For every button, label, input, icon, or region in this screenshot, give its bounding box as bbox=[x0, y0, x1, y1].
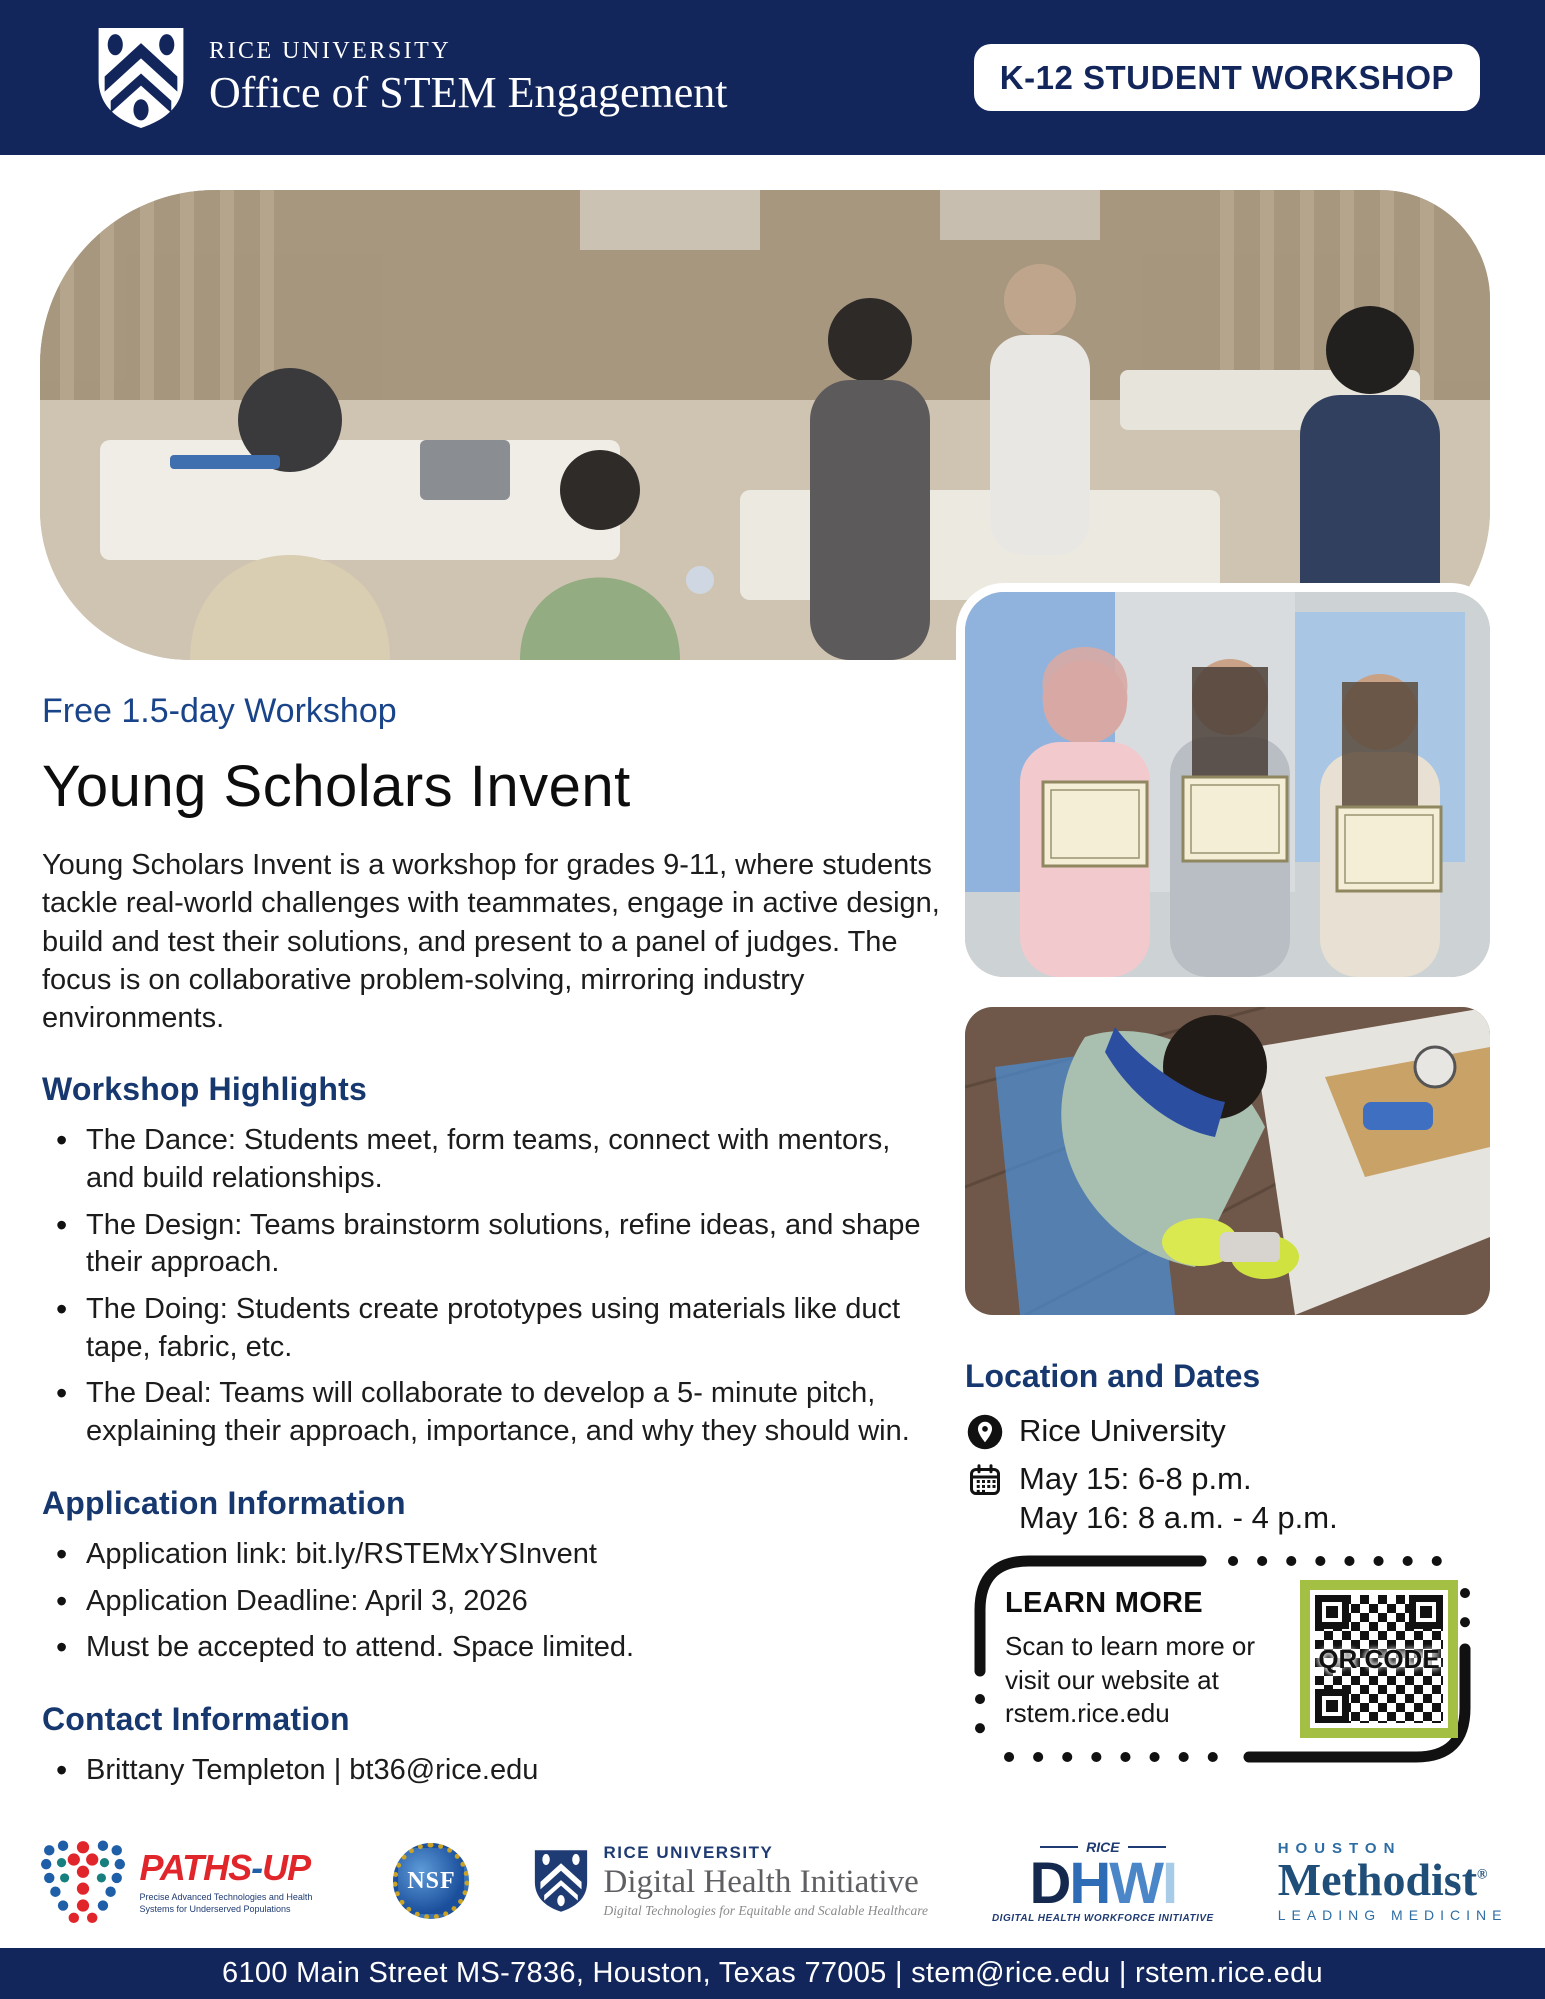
dhi-university: RICE UNIVERSITY bbox=[603, 1843, 774, 1862]
list-item: • Must be accepted to attend. Space limited. bbox=[42, 1629, 942, 1667]
list-item: • The Dance: Students meet, form teams, connect with mentors, and build relationships. bbox=[42, 1122, 942, 1197]
dhwi-tagline: DIGITAL HEALTH WORKFORCE INITIATIVE bbox=[991, 1912, 1214, 1924]
application-list bbox=[42, 1536, 942, 1667]
list-item: • Application Deadline: April 3, 2026 bbox=[42, 1583, 942, 1621]
office-name: Office of STEM Engagement bbox=[209, 67, 728, 117]
pathsup-dots-icon bbox=[37, 1835, 129, 1927]
date-line-1: May 15: 6-8 p.m. bbox=[1019, 1460, 1252, 1496]
workshop-description: Young Scholars Invent is a workshop for grades 9-11, where students tackle real-world challenges with teammates, engage in active design, build and test their solutions, and present to a panel of judges. The focus is on collaborative problem-solving, mirroring industry environments. bbox=[42, 849, 940, 1035]
application-heading: Application Information bbox=[42, 1484, 406, 1521]
list-item: • Brittany Templeton | bt36@rice.edu bbox=[42, 1752, 942, 1790]
houston-methodist-logo bbox=[1278, 1840, 1508, 1923]
university-name: RICE UNIVERSITY bbox=[209, 37, 452, 64]
page-title: Young Scholars Invent bbox=[42, 754, 631, 819]
address-text: 6100 Main Street MS-7836, Houston, Texas 77005 | stem@rice.edu | rstem.rice.edu bbox=[222, 1957, 1323, 1989]
contact-heading: Contact Information bbox=[42, 1700, 350, 1737]
dhwi-logo bbox=[992, 1839, 1214, 1924]
learn-more-heading: LEARN MORE bbox=[1005, 1586, 1203, 1619]
pathsup-logo bbox=[37, 1835, 329, 1927]
location-heading: Location and Dates bbox=[965, 1358, 1261, 1394]
qr-placeholder-label: QR CODE bbox=[1318, 1643, 1440, 1674]
nsf-label: NSF bbox=[407, 1867, 456, 1894]
dhwi-wordmark: DHWI bbox=[1029, 1850, 1177, 1916]
location-pin-icon bbox=[967, 1414, 1003, 1450]
location-dates-section bbox=[965, 1358, 1505, 1546]
dhwi-rice-label: RICE bbox=[1040, 1839, 1165, 1855]
partner-logos-row bbox=[0, 1822, 1545, 1940]
pathsup-wordmark: PATHS-UP bbox=[139, 1847, 311, 1889]
header-brand bbox=[209, 38, 727, 118]
rice-shield-icon bbox=[533, 1848, 589, 1914]
pathsup-tagline: Precise Advanced Technologies and Health Systems for Underserved Populations bbox=[139, 1892, 313, 1914]
learn-more-box bbox=[965, 1553, 1480, 1765]
venue-row bbox=[965, 1411, 1505, 1451]
highlights-list bbox=[42, 1122, 942, 1451]
contact-list bbox=[42, 1752, 942, 1790]
methodist-city: HOUSTON bbox=[1277, 1839, 1402, 1857]
qr-code bbox=[1300, 1580, 1458, 1738]
calendar-icon bbox=[967, 1462, 1003, 1498]
students-with-certificates-photo bbox=[956, 583, 1499, 986]
student-prototyping-photo bbox=[965, 1007, 1490, 1315]
list-item: • The Deal: Teams will collaborate to develop a 5- minute pitch, explaining their approach, importance, and why they should win. bbox=[42, 1375, 942, 1450]
k12-badge-label: K-12 STUDENT WORKSHOP bbox=[999, 58, 1454, 96]
methodist-wordmark: Methodist® bbox=[1277, 1853, 1488, 1905]
methodist-tagline: LEADING MEDICINE bbox=[1277, 1906, 1508, 1923]
rice-dhi-logo bbox=[533, 1843, 927, 1919]
dates-row bbox=[965, 1459, 1505, 1538]
highlights-heading: Workshop Highlights bbox=[42, 1071, 367, 1108]
list-item: • The Design: Teams brainstorm solutions, refine ideas, and shape their approach. bbox=[42, 1207, 942, 1282]
dates-text bbox=[1019, 1459, 1338, 1538]
list-item: • Application link: bit.ly/RSTEMxYSInvent bbox=[42, 1536, 942, 1574]
learn-more-body: Scan to learn more or visit our website at rstem.rice.edu bbox=[1005, 1630, 1256, 1729]
workshop-eyebrow: Free 1.5-day Workshop bbox=[42, 692, 397, 730]
k12-badge bbox=[974, 44, 1480, 111]
date-line-2: May 16: 8 a.m. - 4 p.m. bbox=[1019, 1500, 1338, 1536]
list-item: • The Doing: Students create prototypes using materials like duct tape, fabric, etc. bbox=[42, 1291, 942, 1366]
address-bar bbox=[0, 1948, 1545, 1999]
dhi-tagline: Digital Technologies for Equitable and Scalable Healthcare bbox=[603, 1903, 928, 1918]
dhi-name: Digital Health Initiative bbox=[603, 1864, 919, 1900]
venue-name: Rice University bbox=[1019, 1413, 1226, 1448]
rice-shield-logo bbox=[95, 25, 187, 131]
nsf-logo bbox=[393, 1843, 469, 1919]
main-content-column bbox=[42, 692, 942, 1799]
header-bar bbox=[0, 0, 1545, 155]
